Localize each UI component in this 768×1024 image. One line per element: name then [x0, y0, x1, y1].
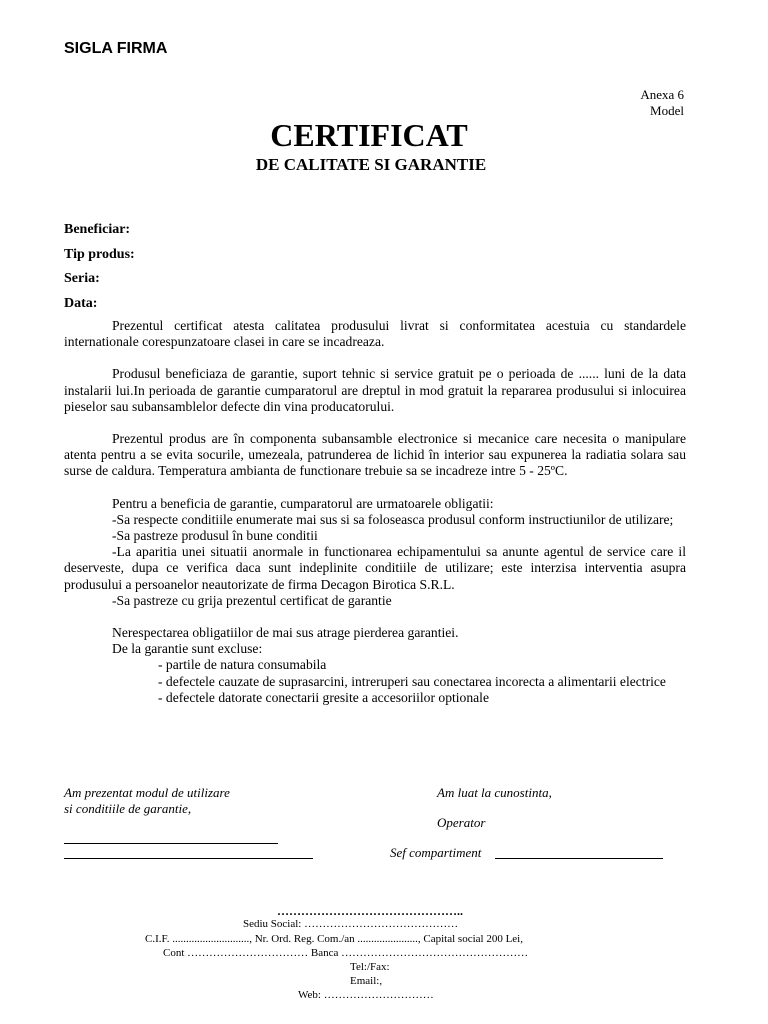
signature-left-line2: si conditiile de garantie,	[64, 801, 192, 816]
exclusion-item: - partile de natura consumabila	[158, 657, 327, 673]
signature-left-line1: Am prezentat modul de utilizare	[64, 785, 230, 800]
signature-department-head: Sef compartiment	[390, 845, 482, 860]
signature-left-text	[64, 785, 230, 817]
obligation-item: -La aparitia unei situatii anormale in functionarea echipamentului sa anunte agentul de service care il deserveste, dupa ce verifica daca sunt indeplinite conditiile de utilizare; este interzisa interventia asupra produsului a persoanelor neautorizate de firma Decagon Birotica S.R.L.	[64, 544, 686, 592]
footer-website: Web: …………………………	[298, 989, 434, 1001]
footer-phone: Tel:/Fax:	[350, 961, 390, 973]
paragraph-warranty-period: Produsul beneficiaza de garantie, suport tehnic si service gratuit pe o perioada de ...... luni de la data instalarii lui.In perioada de garantie cumparatorul are dreptul in mod gratuit la repararea produsului si inlocuirea pieselor sau subansamblelor defecte din vina producatorului.	[64, 366, 686, 414]
signature-line-1	[64, 843, 278, 844]
footer-email: Email:,	[350, 975, 383, 987]
signature-operator: Operator	[437, 815, 486, 830]
footer-registered-office: Sediu Social: ……………………………………	[243, 918, 459, 930]
company-logo-placeholder: SIGLA FIRMA	[64, 40, 168, 57]
field-beneficiar: Beneficiar:	[64, 222, 131, 237]
footer-registration: C.I.F. ............................, Nr. Ord. Reg. Com./an ......................, Capital social 200 Lei,	[145, 933, 523, 945]
product-fields	[64, 222, 664, 320]
paragraph-handling: Prezentul produs are în componenta subansamble electronice si mecanice care necesita o manipulare atenta pentru a se evita socurile, umezeala, patrunderea de lichid în interior sau expunerea la radiatia solara sau surse de caldura. Temperatura ambianta de functionare trebuie sa se incadreze intre 5 - 25ºC.	[64, 431, 686, 479]
obligation-item: -Sa pastreze produsul în bune conditii	[112, 528, 318, 544]
field-tip-produs: Tip produs:	[64, 246, 135, 262]
signature-right-acknowledged: Am luat la cunostinta,	[437, 785, 552, 800]
paragraph-loss-of-warranty: Nerespectarea obligatiilor de mai sus atrage pierderea garantiei.	[112, 625, 459, 641]
exclusion-item: - defectele cauzate de suprasarcini, intreruperi sau conectarea incorecta a alimentarii electrice	[158, 673, 666, 689]
footer-bank: Cont …………………………… Banca ……………………………………………	[163, 947, 529, 959]
signature-line-department-head	[495, 858, 663, 859]
annex-number: Anexa 6	[640, 87, 684, 102]
obligation-item: -Sa respecte conditiile enumerate mai sus si sa foloseasca produsul conform instructiunilor de utilizare;	[112, 511, 674, 527]
field-seria: Seria:	[64, 271, 100, 286]
annex-label	[640, 87, 684, 119]
signature-line-2	[64, 858, 313, 859]
document-title: CERTIFICAT	[270, 117, 468, 153]
paragraph-obligations-intro: Pentru a beneficia de garantie, cumparatorul are urmatoarele obligatii:	[112, 495, 494, 511]
paragraph-exclusions-intro: De la garantie sunt excluse:	[112, 641, 263, 657]
document-subtitle: DE CALITATE SI GARANTIE	[255, 155, 487, 174]
field-data: Data:	[64, 295, 98, 311]
paragraph-conformity: Prezentul certificat atesta calitatea produsului livrat si conformitatea acestuia cu standardele internationale corespunzatoare clasei in care se incadreaza.	[64, 318, 686, 350]
certificate-body	[64, 318, 686, 706]
exclusion-item: - defectele datorate conectarii gresite a accesoriilor optionale	[158, 689, 489, 705]
obligation-item: -Sa pastreze cu grija prezentul certificat de garantie	[112, 592, 392, 608]
footer-company-name: ………………………………………..	[277, 904, 463, 918]
annex-model: Model	[650, 103, 684, 118]
